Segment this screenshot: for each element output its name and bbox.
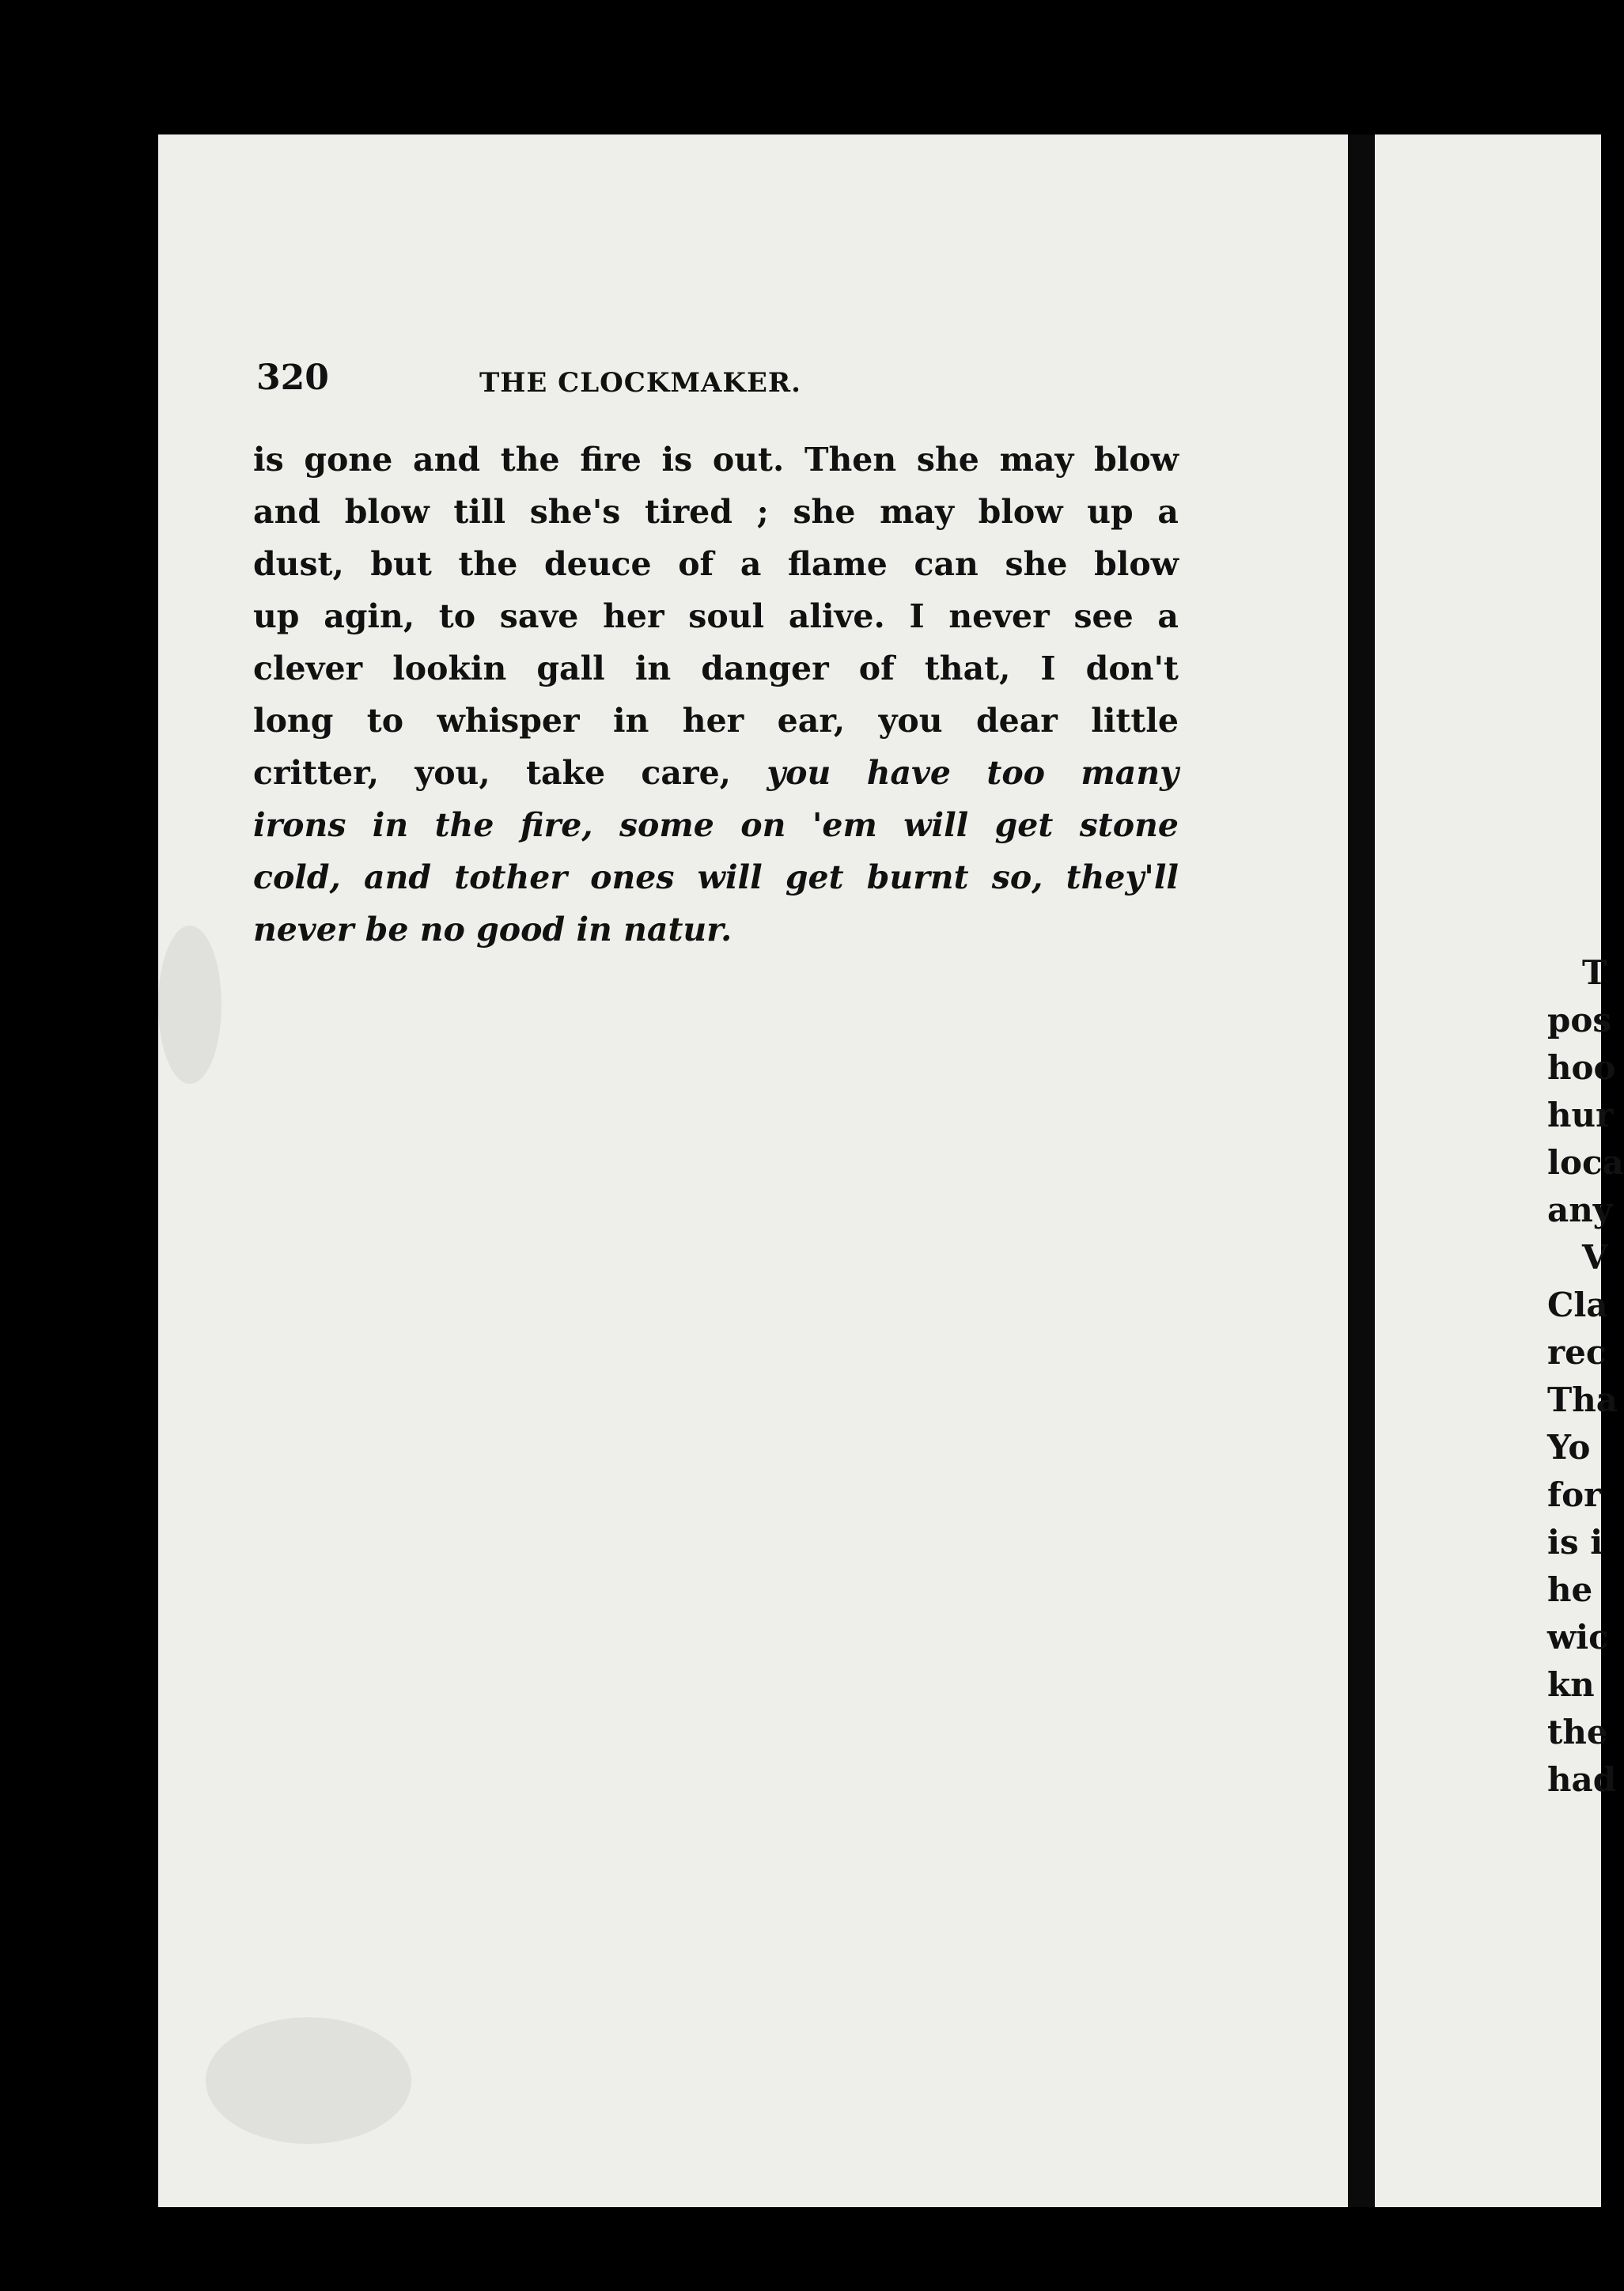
text-span: clever lookin gall in danger of that, I don't [253,649,1179,687]
text-line [253,538,1179,590]
facing-line: Cla [1547,1286,1608,1324]
text-line [253,851,1179,903]
facing-line: loca [1547,1143,1624,1182]
text-span: up agin, to save her soul alive. I never see a [253,597,1179,635]
text-span: dust, but the deuce of a flame can she blow [253,545,1179,583]
text-line [253,747,1179,799]
facing-line: had [1547,1760,1617,1799]
facing-page [1375,134,1624,2207]
facing-line: pos [1547,1001,1612,1039]
page-number: 320 [256,358,329,398]
facing-line: T [1582,953,1607,992]
running-head [256,354,1047,402]
facing-line: Yo [1547,1428,1591,1467]
italic-span: irons in the fire, some on 'em will get stone [253,806,1179,844]
text-line [253,590,1179,642]
italic-span: cold, and tother ones will get burnt so, they'll [253,858,1179,896]
facing-line: Tha [1547,1380,1618,1419]
text-span: and blow till she's tired ; she may blow up a [253,493,1179,531]
facing-line: V [1582,1238,1608,1277]
facing-line: rec [1547,1333,1607,1372]
facing-line: is i [1547,1523,1603,1562]
page-stain [158,926,221,1084]
text-span: long to whisper in her ear, you dear little [253,702,1179,740]
text-span: is gone and the fire is out. Then she may blow [253,441,1179,479]
text-line [253,434,1179,486]
facing-line: kn [1547,1665,1595,1704]
text-line [253,486,1179,538]
italic-span: you have too many [767,754,1179,792]
text-line [253,799,1179,851]
text-span: critter, you, take care, [253,754,767,792]
book-gutter [1348,134,1375,2207]
page-stain [206,2017,411,2144]
body-paragraph [253,434,1179,956]
facing-page-text [1547,949,1624,1804]
text-line [253,695,1179,747]
facing-line: hur [1547,1096,1614,1134]
facing-line: for [1547,1475,1602,1514]
facing-line: hoo [1547,1048,1616,1087]
facing-line: wic [1547,1618,1609,1657]
facing-line: the [1547,1713,1608,1751]
text-line [253,903,1179,956]
text-line [253,642,1179,695]
facing-line: any [1547,1191,1613,1229]
facing-line: he [1547,1570,1593,1609]
italic-span: never be no good in natur. [253,911,733,949]
running-title: THE CLOCKMAKER. [479,367,801,399]
